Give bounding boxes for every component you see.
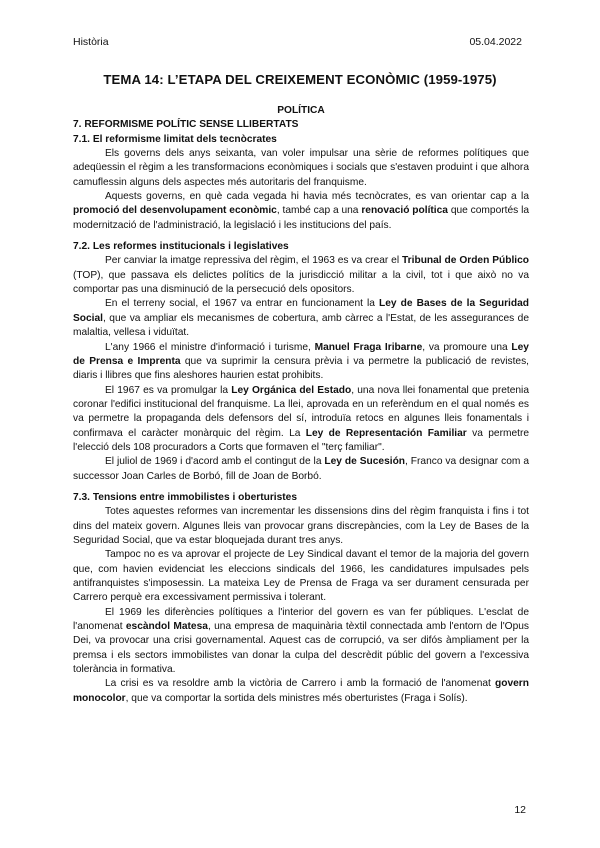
page-title: TEMA 14: L’ETAPA DEL CREIXEMENT ECONÒMIC (1959-1975)	[103, 72, 497, 87]
paragraph: Tampoc no es va aprovar el projecte de Ley Sindical davant el temor de la majoria del govern que, com havien evidenciat les eleccions sindicals del 1966, les candidatures impulsades pels antifranquistes s'imposessin. La mateixa Ley de Prensa de Fraga va ser durament censurada per Carrero perquè era excessivament permissiva i tolerant.	[73, 549, 529, 604]
section-7-3-heading: 7.3. Tensions entre immobilistes i oberturistes	[73, 491, 297, 503]
paragraph: El 1969 les diferències polítiques a l'interior del govern es van fer públiques. L'esclat de l'anomenat escàndol Matesa, una empresa de maquinària tèxtil connectada amb l'entorn de l'Opus Dei, va provocar una crisi governamental. Aquest cas de corrupció, va ser difós àmpliament per la premsa i els sectors immobilistes van donar la culpa del descrèdit públic del govern a l'excessiva tolerància in formativa.	[73, 606, 529, 676]
section-7-2-heading: 7.2. Les reformes institucionals i legislatives	[73, 241, 289, 253]
header-subject: Història	[73, 36, 109, 48]
section-7-heading: 7. REFORMISME POLÍTIC SENSE LLIBERTATS	[73, 119, 299, 131]
paragraph: Per canviar la imatge repressiva del règim, el 1963 es va crear el Tribunal de Orden Público (TOP), que passava els delictes polítics de la jurisdicció militar a la civil, tot i que això no va comportar pas una disminució de la persecució dels opositors.	[73, 255, 530, 296]
document-body	[73, 104, 529, 706]
paragraph: Totes aquestes reformes van incrementar les dissensions dins del règim franquista i fins i tot dins del mateix govern. Algunes lleis van provocar grans discrepàncies, com la Ley de Bases de la Seguridad Social, que va estar bloquejada durant tres anys.	[73, 506, 529, 546]
section-7-1-heading: 7.1. El reformisme limitat dels tecnòcrates	[73, 133, 277, 145]
paragraph: El juliol de 1969 i d'acord amb el contingut de la Ley de Sucesión, Franco va designar com a successor Joan Carles de Borbó, fill de Joan de Borbó.	[73, 456, 529, 482]
paragraph: En el terreny social, el 1967 va entrar en funcionament la Ley de Bases de la Seguridad Social, que va ampliar els mecanismes de cobertura, amb càrrec a l'Estat, de les assegurances de malaltia, vellesa i viduïtat.	[73, 298, 529, 339]
page-number: 12	[514, 804, 526, 816]
paragraph: L'any 1966 el ministre d'informació i turisme, Manuel Fraga Iribarne, va promoure una Ley de Prensa e Imprenta que va suprimir la censura prèvia i va permetre la publicació de revistes, diaris i llibres que fins aleshores haurien estat prohibits.	[73, 341, 529, 382]
paragraph: Aquests governs, en què cada vegada hi havia més tecnòcrates, es van orientar cap a la promoció del desenvolupament econòmic, també cap a una renovació política que comportés la modernització de l'administració, la legislació i les institucions del país.	[73, 191, 529, 231]
paragraph: La crisi es va resoldre amb la victòria de Carrero i amb la formació de l'anomenat govern monocolor, que va comportar la sortida dels ministres més oberturistes (Fraga i Solís).	[73, 678, 529, 704]
section-label: POLÍTICA	[277, 105, 325, 116]
paragraph: El 1967 es va promulgar la Ley Orgánica del Estado, una nova llei fonamental que pretenia coronar l'edifici institucional del franquisme. La llei, aprovada en un referèndum en el qual només es va permetre la propaganda dels defensors del sí, introduïa retocs en algunes lleis fonamentals i confirmava el caràcter monàrquic del règim. La Ley de Representación Familiar va permetre l'elecció dels 108 procuradors a Corts que formaven el "terç familiar".	[73, 384, 530, 453]
paragraph: Els governs dels anys seixanta, van voler impulsar una sèrie de reformes polítiques que adeqüessin el règim a les transformacions econòmiques i socials que s'estaven produint i que alhora camuflessin alguns dels aspectes més autoritaris del franquisme.	[73, 148, 529, 188]
header-date: 05.04.2022	[469, 36, 522, 48]
